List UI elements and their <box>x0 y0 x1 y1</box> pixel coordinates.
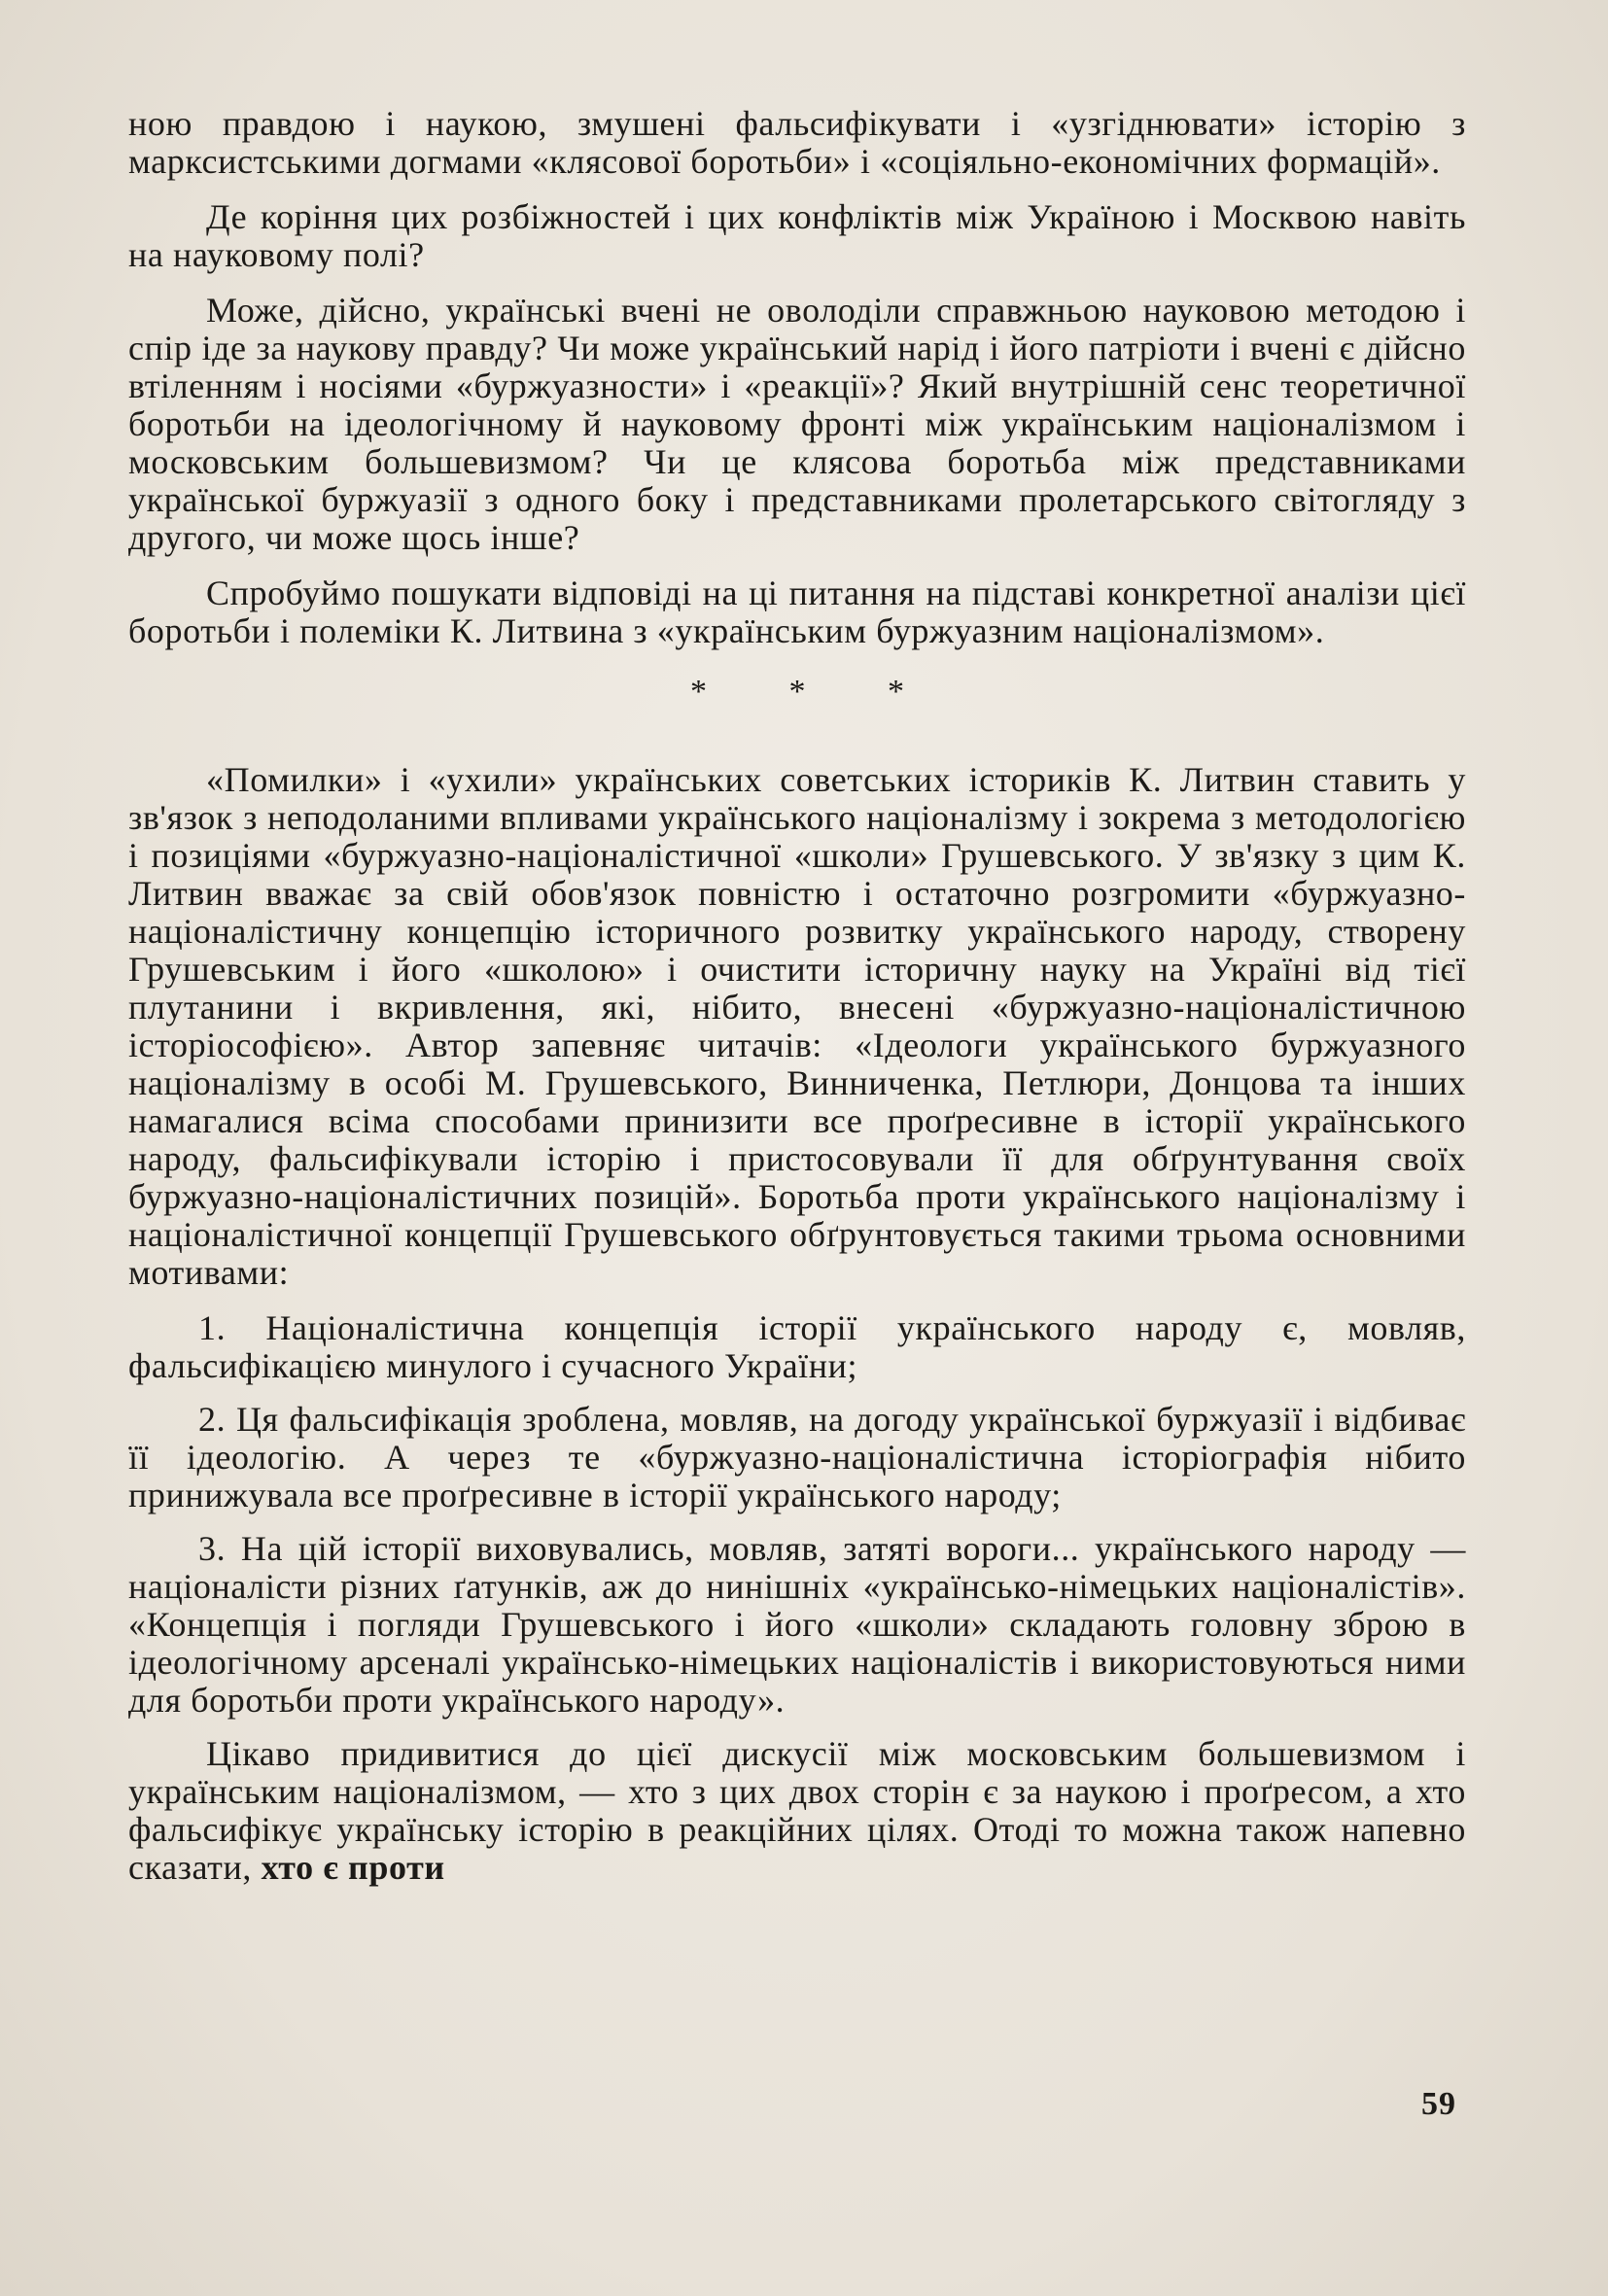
list-item-3: 3. На цій історії виховувались, мовляв, затяті вороги... українського народу — націоналісти різних ґатунків, аж до нинішніх «українсько-німецьких націоналістів». «Концепція і погляди Грушевського і його «школи» складають головну зброю в ідеологічному арсеналі українсько-німецьких націоналістів і використовуються ними для боротьби проти українського народу». <box>128 1529 1466 1720</box>
paragraph-main-argument: «Помилки» і «ухили» українських советських істориків К. Литвин ставить у зв'язок з неподоланими впливами українського націоналізму і зокрема з методологією і позиціями «буржуазно-націоналістичної «школи» Грушевського. У зв'язку з цим К. Литвин вважає за свій обов'язок повністю і остаточно розгромити «буржуазно-націоналістичну концепцію історичного розвитку українського народу, створену Грушевським і його «школою» і очистити історичну науку на Україні від тієї плутанини і вкривлення, які, нібито, внесені «буржуазно-націоналістичною історіософією». Автор запевняє читачів: «Ідеологи українського буржуазного націоналізму в особі М. Грушевського, Винниченка, Петлюри, Донцова та інших намагалися всіма способами принизити все проґресивне в історії українського народу, фальсифікували історію і пристосовували її для обґрунтування своїх буржуазно-націоналістичних позицій». Боротьба проти українського націоналізму і націоналістичної концепції Грушевського обґрунтовується такими трьома основними мотивами: <box>128 760 1466 1292</box>
conclusion-text: Цікаво придивитися до цієї дискусії між московським большевизмом і українським націоналізмом, — хто з цих двох сторін є за наукою і проґресом, а хто фальсифікує українську історію в реакційних цілях. Отоді то можна також напевно сказати, <box>128 1734 1466 1887</box>
section-separator <box>128 674 1466 710</box>
paragraph-inquiry: Може, дійсно, українські вчені не оволоділи справжньою науковою методою і спір іде за наукову правду? Чи може український нарід і його патріоти і вчені є дійсно втіленням і носіями «буржуазности» і «реакції»? Який внутрішній сенс теоретичної боротьби на ідеологічному й науковому фронті між українським націоналізмом і московським большевизмом? Чи це клясова боротьба між представниками української буржуазії з одного боку і представниками пролетарського світогляду з другого, чи може щось інше? <box>128 291 1466 557</box>
paragraph-question: Де коріння цих розбіжностей і цих конфліктів між Україною і Москвою навіть на науковому полі? <box>128 197 1466 274</box>
page-number: 59 <box>1421 2086 1456 2122</box>
paragraph-proposal: Спробуймо пошукати відповіді на ці питання на підставі конкретної аналізи цієї боротьби і полеміки К. Литвина з «українським буржуазним націоналізмом». <box>128 574 1466 650</box>
list-item-2: 2. Ця фальсифікація зроблена, мовляв, на догоду української буржуазії і відбиває її ідеологію. А через те «буржуазно-націоналістична історіографія нібито принижувала все проґресивне в історії українського народу; <box>128 1400 1466 1514</box>
list-item-1: 1. Націоналістична концепція історії українського народу є, мовляв, фальсифікацією минулого і сучасного України; <box>128 1308 1466 1385</box>
paragraph-continuation: ною правдою і наукою, змушені фальсифікувати і «узгіднювати» історію з марксистськими догмами «клясової боротьби» і «соціяльно-економічних формацій». <box>128 104 1466 181</box>
conclusion-bold-text: хто є проти <box>261 1848 445 1887</box>
body-text <box>128 105 1466 1904</box>
separator-stars: * * * <box>690 674 941 710</box>
paragraph-conclusion <box>128 1735 1466 1887</box>
